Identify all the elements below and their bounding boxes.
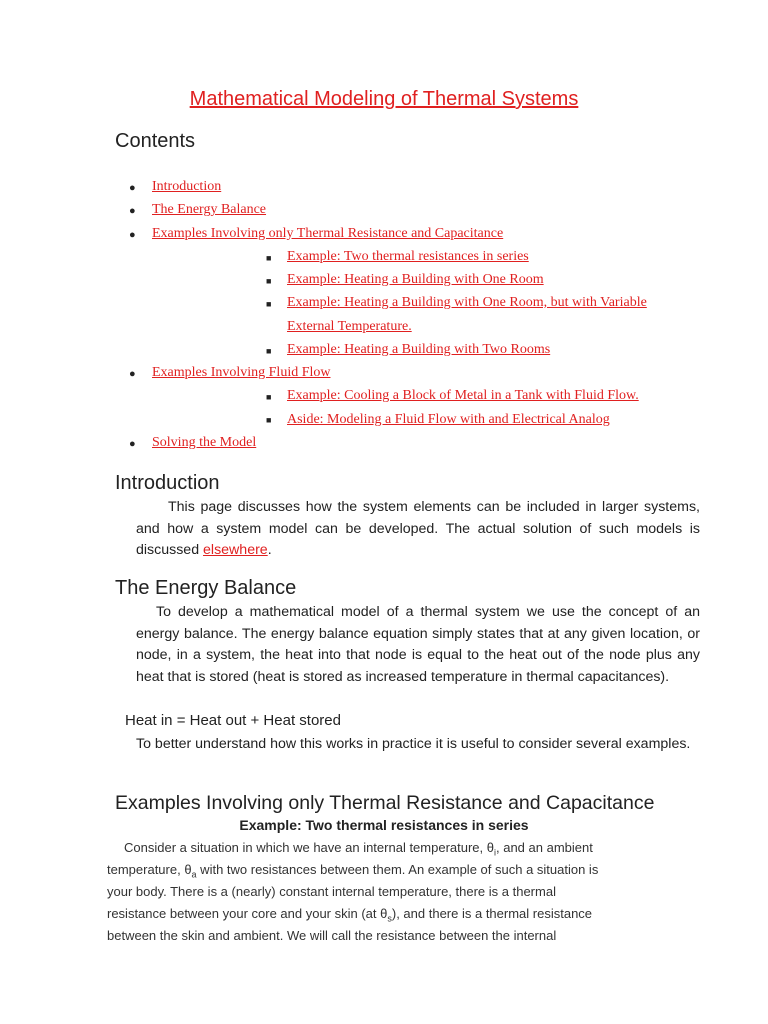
subscript: s — [387, 913, 392, 924]
example-text: Consider a situation in which we have an internal temperature, θ — [124, 840, 494, 855]
introduction-paragraph — [136, 497, 700, 562]
square-bullet-icon: ■ — [266, 299, 272, 309]
introduction-text: This page discusses how the system elements can be included in larger systems, and how a system model can be developed. The actual solution of such models is discussed — [136, 499, 700, 559]
toc-link-examples-rc[interactable]: Examples Involving only Thermal Resistance and Capacitance — [152, 226, 504, 241]
bullet-icon: ● — [129, 229, 136, 241]
subscript: a — [191, 869, 197, 880]
examples-heading: Examples Involving only Thermal Resistance and Capacitance — [115, 792, 655, 814]
energy-balance-paragraph — [136, 602, 700, 689]
square-bullet-icon: ■ — [266, 346, 272, 356]
introduction-heading: Introduction — [115, 472, 220, 494]
example-text: , and an ambient — [496, 840, 593, 855]
example-text: ), and there is a thermal resistance — [391, 906, 593, 921]
square-bullet-icon: ■ — [266, 415, 272, 425]
toc-link-one-room-variable-cont[interactable]: External Temperature. — [287, 319, 412, 334]
example-line-5: between the skin and ambient. We will call the resistance between the internal — [107, 928, 557, 943]
elsewhere-link[interactable]: elsewhere — [203, 542, 268, 559]
introduction-text-end: . — [267, 542, 272, 559]
toc-link-solving[interactable]: Solving the Model — [152, 435, 257, 450]
energy-balance-heading: The Energy Balance — [115, 577, 297, 599]
example-text: with two resistances between them. An example of such a situation is — [196, 862, 599, 877]
energy-balance-paragraph-2: To better understand how this works in practice it is useful to consider several examples. — [136, 736, 691, 752]
square-bullet-icon: ■ — [266, 253, 272, 263]
toc-link-examples-fluid[interactable]: Examples Involving Fluid Flow — [152, 365, 331, 380]
contents-heading: Contents — [115, 130, 196, 152]
toc-link-cooling-block[interactable]: Example: Cooling a Block of Metal in a Tank with Fluid Flow. — [287, 388, 639, 403]
square-bullet-icon: ■ — [266, 392, 272, 402]
toc-link-one-room[interactable]: Example: Heating a Building with One Room — [287, 272, 544, 287]
example-text: temperature, θ — [107, 862, 192, 877]
page-title: Mathematical Modeling of Thermal Systems — [189, 88, 579, 110]
example-text: resistance between your core and your skin (at θ — [107, 906, 388, 921]
toc-link-two-resistances[interactable]: Example: Two thermal resistances in series — [287, 249, 529, 264]
example-line-3: your body. There is a (nearly) constant internal temperature, there is a thermal — [107, 884, 556, 899]
bullet-icon: ● — [129, 368, 136, 380]
bullet-icon: ● — [129, 182, 136, 194]
example-subheading: Example: Two thermal resistances in series — [239, 817, 529, 833]
square-bullet-icon: ■ — [266, 276, 272, 286]
bullet-icon: ● — [129, 205, 136, 217]
subscript: i — [494, 847, 496, 858]
energy-balance-text: To develop a mathematical model of a thermal system we use the concept of an energy balance. The energy balance equation simply states that at any given location, or node, in a system, the heat into that node is equal to the heat out of the node plus any heat that is stored (heat is stored as increased temperature in thermal capacitances). — [136, 604, 700, 686]
toc-link-introduction[interactable]: Introduction — [152, 179, 222, 194]
toc-link-one-room-variable[interactable]: Example: Heating a Building with One Room, but with Variable — [287, 295, 647, 310]
bullet-icon: ● — [129, 438, 136, 450]
toc-link-aside-fluid[interactable]: Aside: Modeling a Fluid Flow with and Electrical Analog — [287, 412, 610, 427]
toc-link-two-rooms[interactable]: Example: Heating a Building with Two Rooms — [287, 342, 551, 357]
toc-link-energy-balance[interactable]: The Energy Balance — [152, 202, 267, 217]
energy-balance-equation: Heat in = Heat out + Heat stored — [125, 712, 341, 729]
